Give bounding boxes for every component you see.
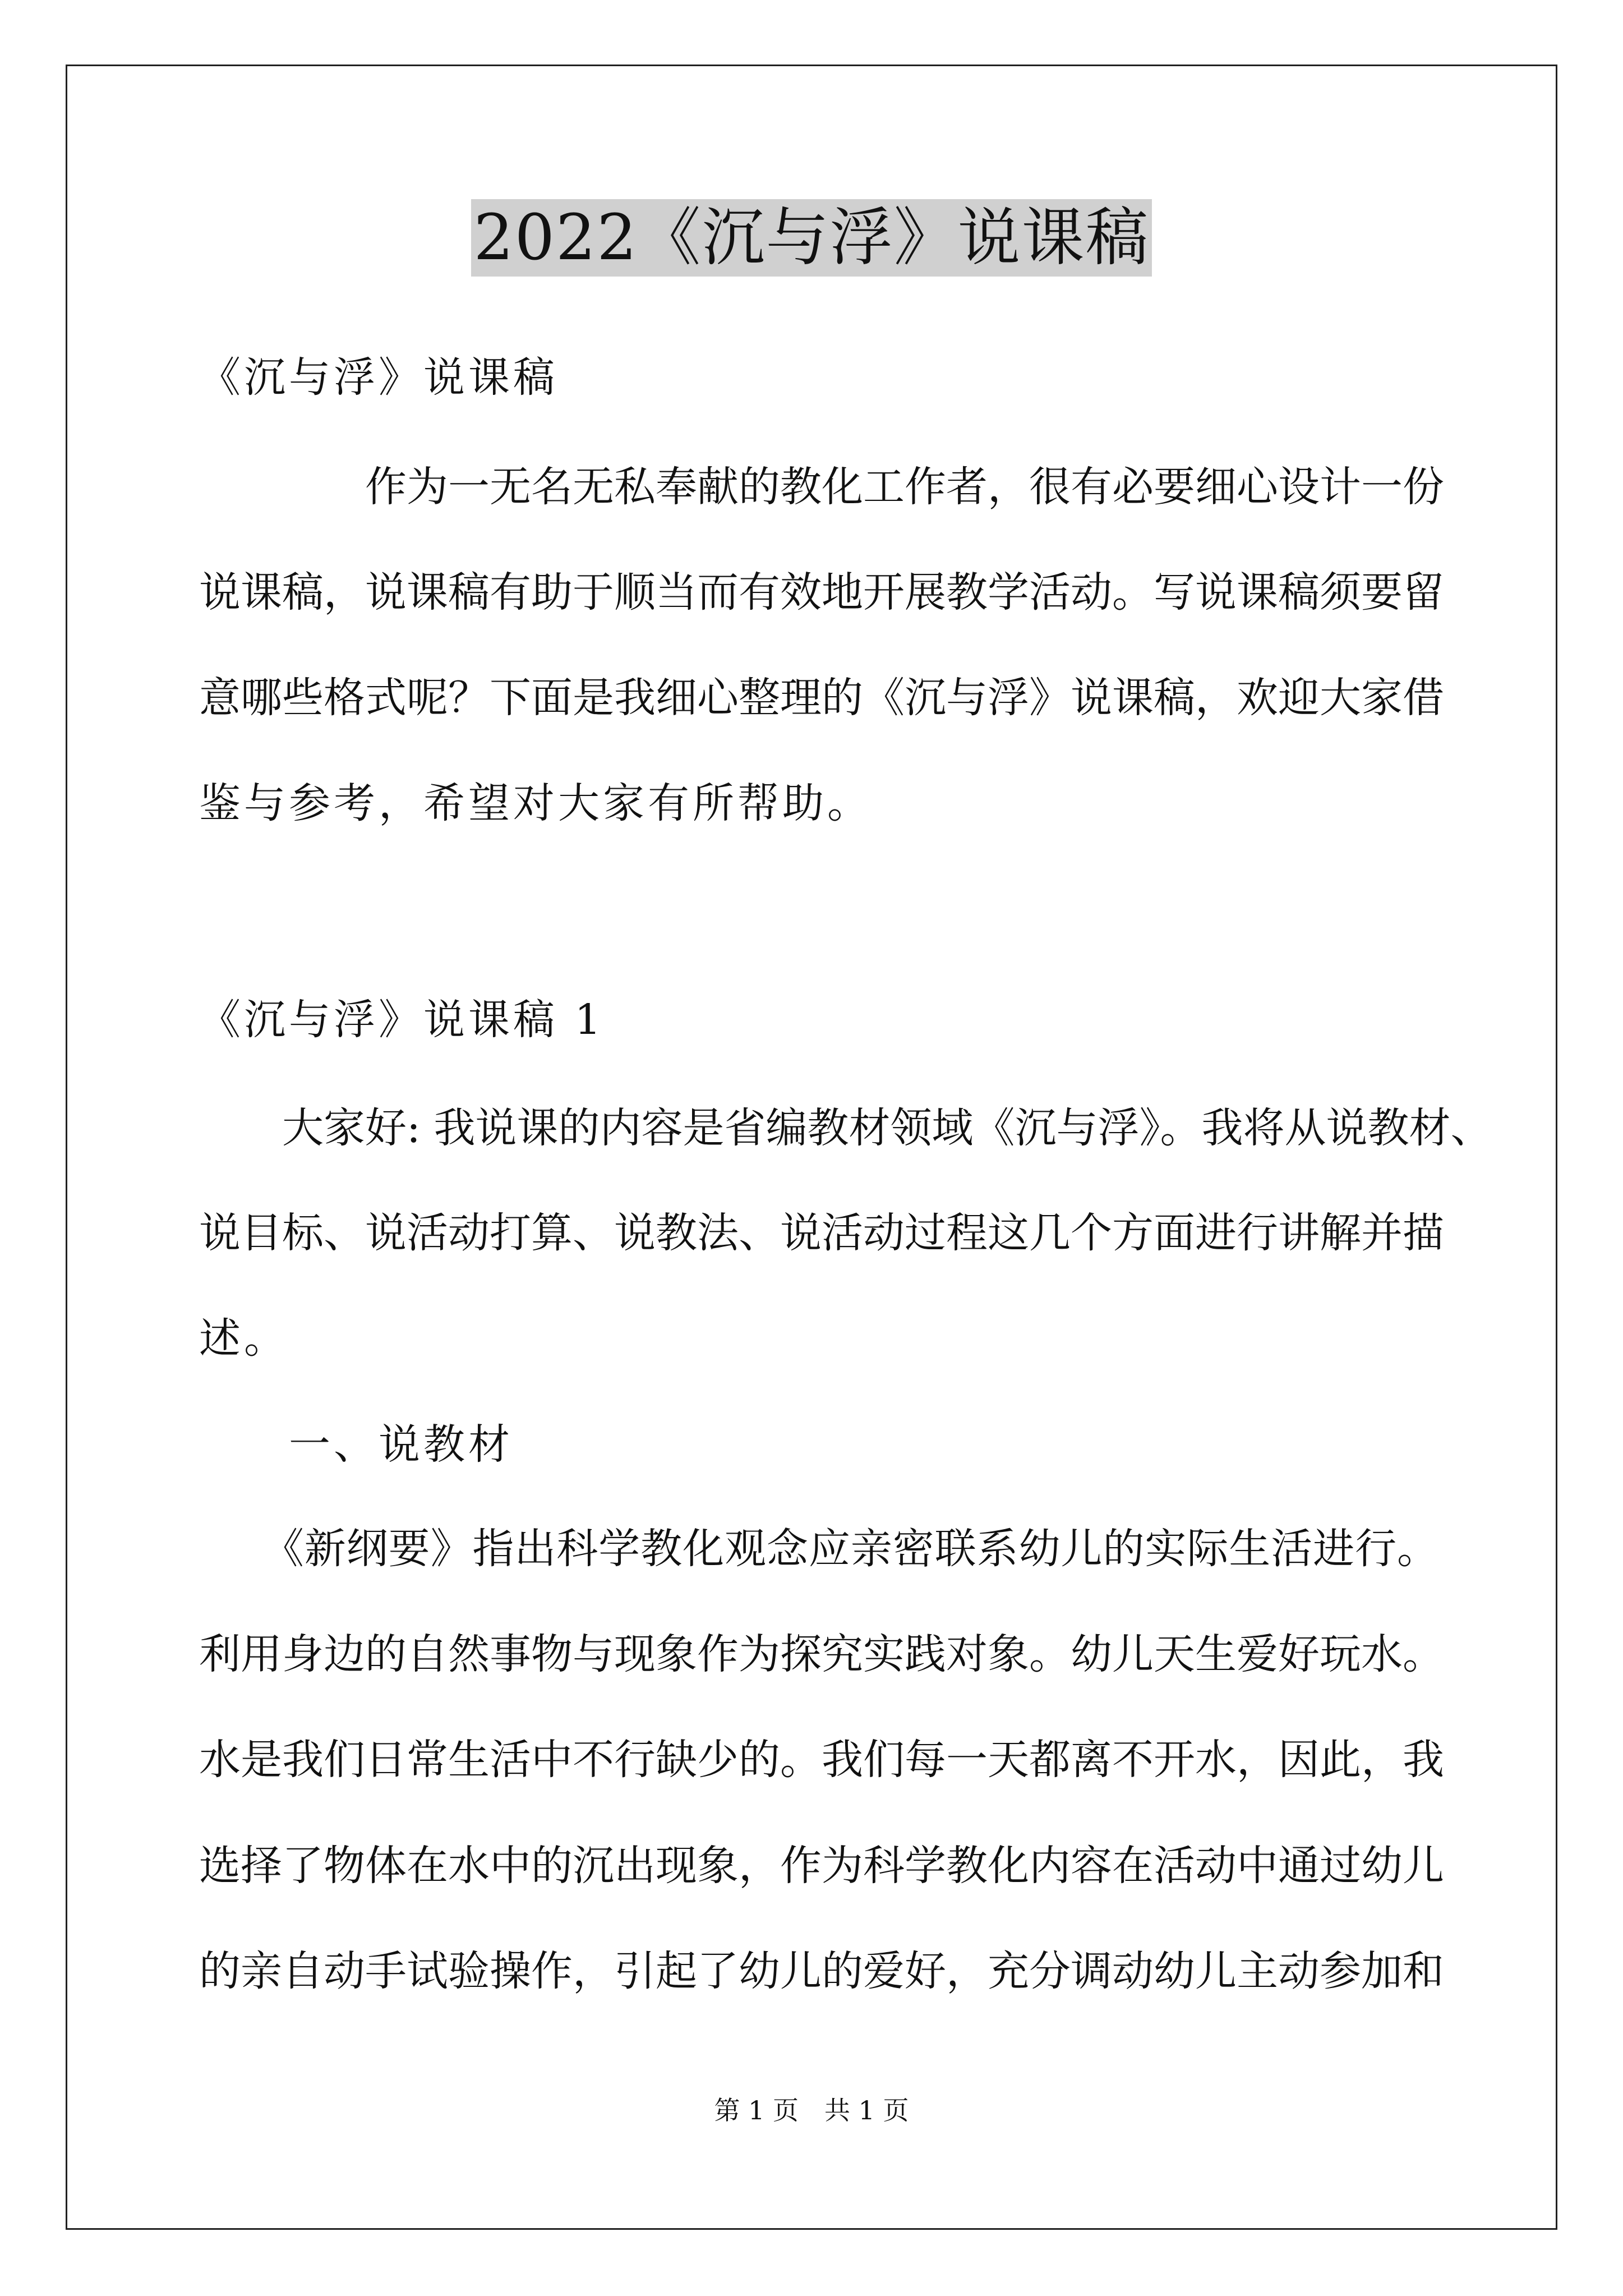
paragraph-line[interactable]: 作为一无名无私奉献的教化工作者，很有必要细心设计一份 <box>199 463 1444 511</box>
document-title[interactable]: 2022《沉与浮》说课稿 <box>471 199 1151 277</box>
heading-line[interactable]: 《沉与浮》说课稿 <box>199 353 558 402</box>
paragraph-line[interactable]: 水是我们日常生活中不行缺少的。我们每一天都离不开水，因此，我 <box>199 1736 1444 1784</box>
paragraph-line[interactable]: 的亲自动手试验操作，引起了幼儿的爱好，充分调动幼儿主动参加和 <box>199 1947 1444 1995</box>
paragraph-line[interactable]: 鉴与参考，希望对大家有所帮助。 <box>199 779 872 827</box>
paragraph-line[interactable]: 选择了物体在水中的沉出现象，作为科学教化内容在活动中通过幼儿 <box>199 1842 1444 1890</box>
paragraph-line[interactable]: 说课稿，说课稿有助于顺当而有效地开展教学活动。写说课稿须要留 <box>199 568 1444 616</box>
paragraph-line[interactable]: 述。 <box>199 1314 289 1363</box>
paragraph-line[interactable]: 大家好: 我说课的内容是省编教材领域《沉与浮》。我将从说教材、 <box>199 1104 1492 1152</box>
title-container <box>0 199 1623 277</box>
page-footer: 第 1 页 共 1 页 <box>714 2095 909 2125</box>
paragraph-line[interactable]: 意哪些格式呢？下面是我细心整理的《沉与浮》说课稿，欢迎大家借 <box>199 674 1444 722</box>
subsection-heading[interactable]: 一、说教材 <box>199 1420 513 1469</box>
paragraph-line[interactable]: 《新纲要》指出科学教化观念应亲密联系幼儿的实际生活进行。 <box>199 1525 1438 1573</box>
section-heading[interactable]: 《沉与浮》说课稿 1 <box>199 996 605 1044</box>
paragraph-line[interactable]: 说目标、说活动打算、说教法、说活动过程这几个方面进行讲解并描 <box>199 1209 1444 1257</box>
paragraph-line[interactable]: 利用身边的自然事物与现象作为探究实践对象。幼儿天生爱好玩水。 <box>199 1630 1444 1678</box>
